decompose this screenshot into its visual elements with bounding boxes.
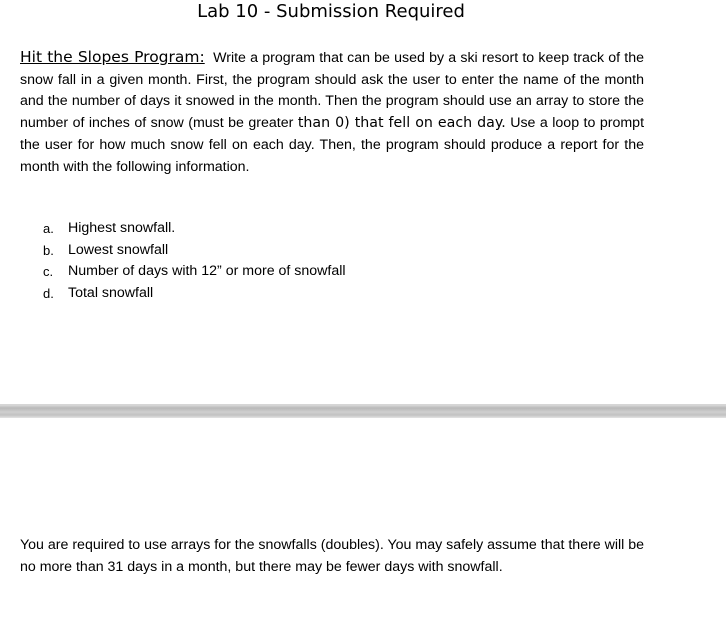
program-name: Hit the Slopes Program: bbox=[20, 48, 205, 66]
page-divider bbox=[0, 404, 726, 418]
list-item-letter: c. bbox=[43, 264, 54, 279]
list-item-text: Number of days with 12” or more of snowfall bbox=[68, 263, 346, 279]
list-item-text: Highest snowfall. bbox=[68, 220, 176, 236]
array-requirement-note: You are required to use arrays for the snowfalls (doubles). You may safely assume that there will be no more than 31 days in a month, but there may be fewer days with snowfall. bbox=[20, 537, 645, 575]
list-item-letter: b. bbox=[43, 242, 54, 258]
list-item-text: Total snowfall bbox=[68, 284, 154, 301]
intro-text-part2: than 0) that fell on each day. bbox=[297, 115, 506, 132]
list-item-text: Lowest snowfall bbox=[68, 241, 169, 258]
intro-text-part3: Use a loop to prompt the user for how much snow fell on each day. Then, the program should produce a report for the month with the following information. bbox=[20, 115, 645, 175]
intro-text-part1: Write a program that can be used by a ski resort to keep track of the snow fall in a given month. First, the program should ask the user to enter the name of the month and the number of days it snowed in the month. Then the program should use an array to store the number of inches of snow (must be greater bbox=[20, 50, 644, 132]
list-item-letter: d. bbox=[43, 285, 54, 301]
assignment-description bbox=[20, 47, 644, 178]
list-item-letter: a. bbox=[43, 221, 54, 236]
page-title: Lab 10 - Submission Required bbox=[197, 1, 465, 22]
